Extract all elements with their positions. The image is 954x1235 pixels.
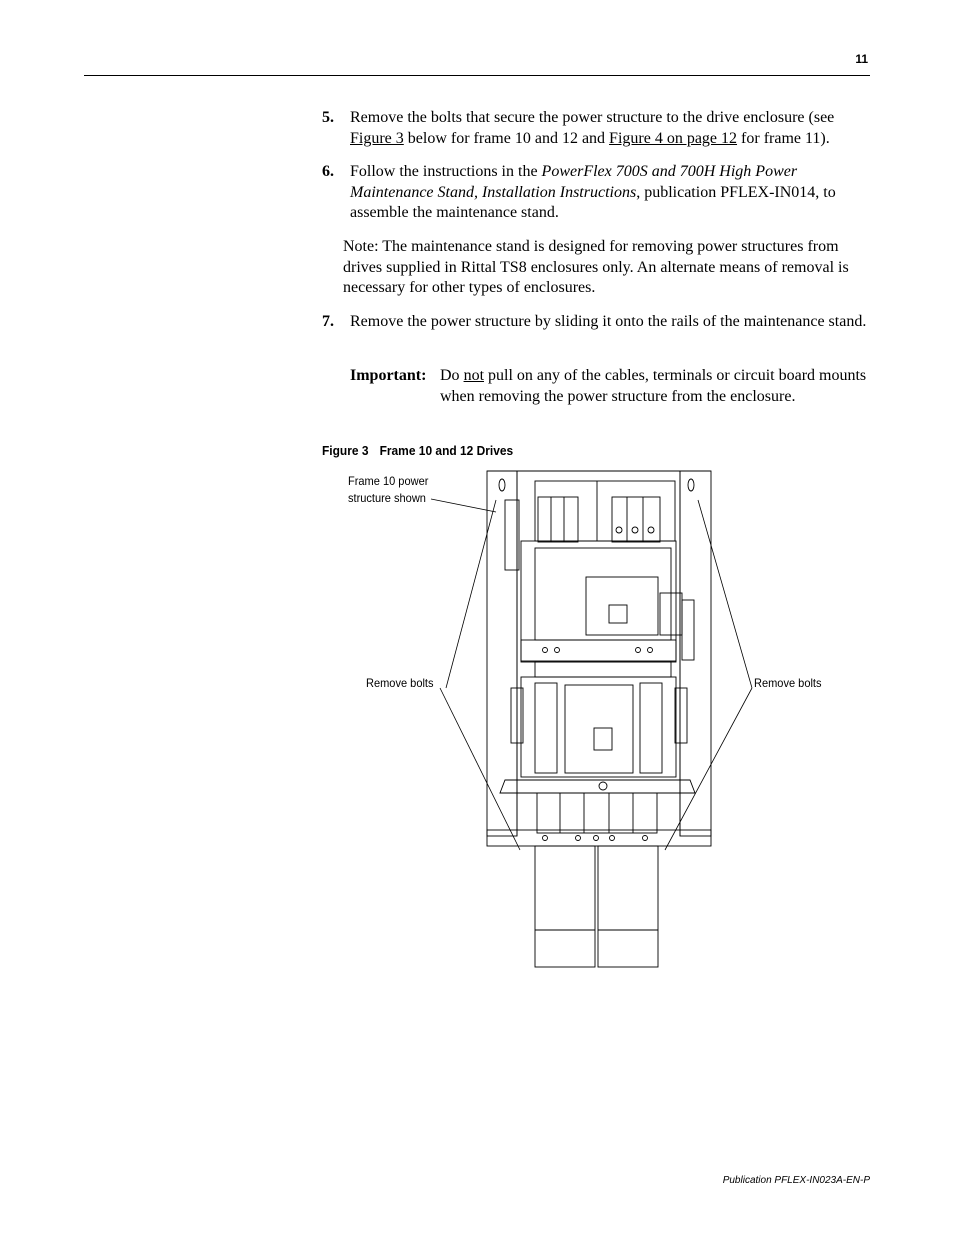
callout-remove-bolts-right: Remove bolts bbox=[754, 676, 822, 690]
figure-3-link[interactable]: Figure 3 bbox=[350, 129, 404, 147]
upper-chassis bbox=[521, 541, 694, 677]
lower-chassis bbox=[511, 677, 687, 777]
step-number: 6. bbox=[322, 163, 334, 180]
figure-number: Figure 3 bbox=[322, 443, 369, 458]
page-number: 11 bbox=[855, 52, 868, 66]
emphasis-not: not bbox=[463, 367, 485, 384]
note: Note: The maintenance stand is designed for removing power structures from drives supplied in Rittal TS8 enclosures only. An alternate means of removal is necessary for other types of enclosures. bbox=[343, 238, 849, 296]
maintenance-stand-rails bbox=[535, 846, 658, 967]
text-run: for frame 11). bbox=[737, 129, 830, 147]
callout-line: Frame 10 power bbox=[348, 474, 429, 488]
text-run: below for frame 10 and 12 and bbox=[403, 129, 610, 147]
step-number: 7. bbox=[322, 313, 334, 330]
text-run: , publication PFLEX-IN014, to assemble the maintenance stand. bbox=[350, 183, 836, 221]
figure-4-link[interactable]: Figure 4 on page 12 bbox=[609, 129, 738, 147]
footer-publication: Publication PFLEX-IN023A-EN-P bbox=[722, 1175, 870, 1186]
important-label: Important: bbox=[350, 367, 427, 384]
publication-title: PowerFlex 700S and 700H High Power Maintenance Stand, Installation Instructions bbox=[350, 163, 798, 201]
text-run: pull on any of the cables, terminals or circuit board mounts when removing the power structure from the enclosure. bbox=[440, 367, 867, 405]
text-run: Do bbox=[440, 367, 464, 384]
top-bus-section bbox=[505, 481, 675, 570]
callout-remove-bolts-left: Remove bolts bbox=[366, 676, 434, 690]
text-run: Follow the instructions in the bbox=[350, 163, 542, 180]
step-number: 5. bbox=[322, 109, 334, 126]
text-run: Remove the bolts that secure the power structure to the drive enclosure (see bbox=[350, 109, 835, 126]
figure-title: Frame 10 and 12 Drives bbox=[379, 443, 514, 458]
callout-line: structure shown bbox=[348, 491, 426, 505]
leader-lines bbox=[431, 499, 752, 850]
step-text: Remove the power structure by sliding it onto the rails of the maintenance stand. bbox=[350, 313, 867, 330]
bottom-bus-section bbox=[487, 780, 711, 846]
